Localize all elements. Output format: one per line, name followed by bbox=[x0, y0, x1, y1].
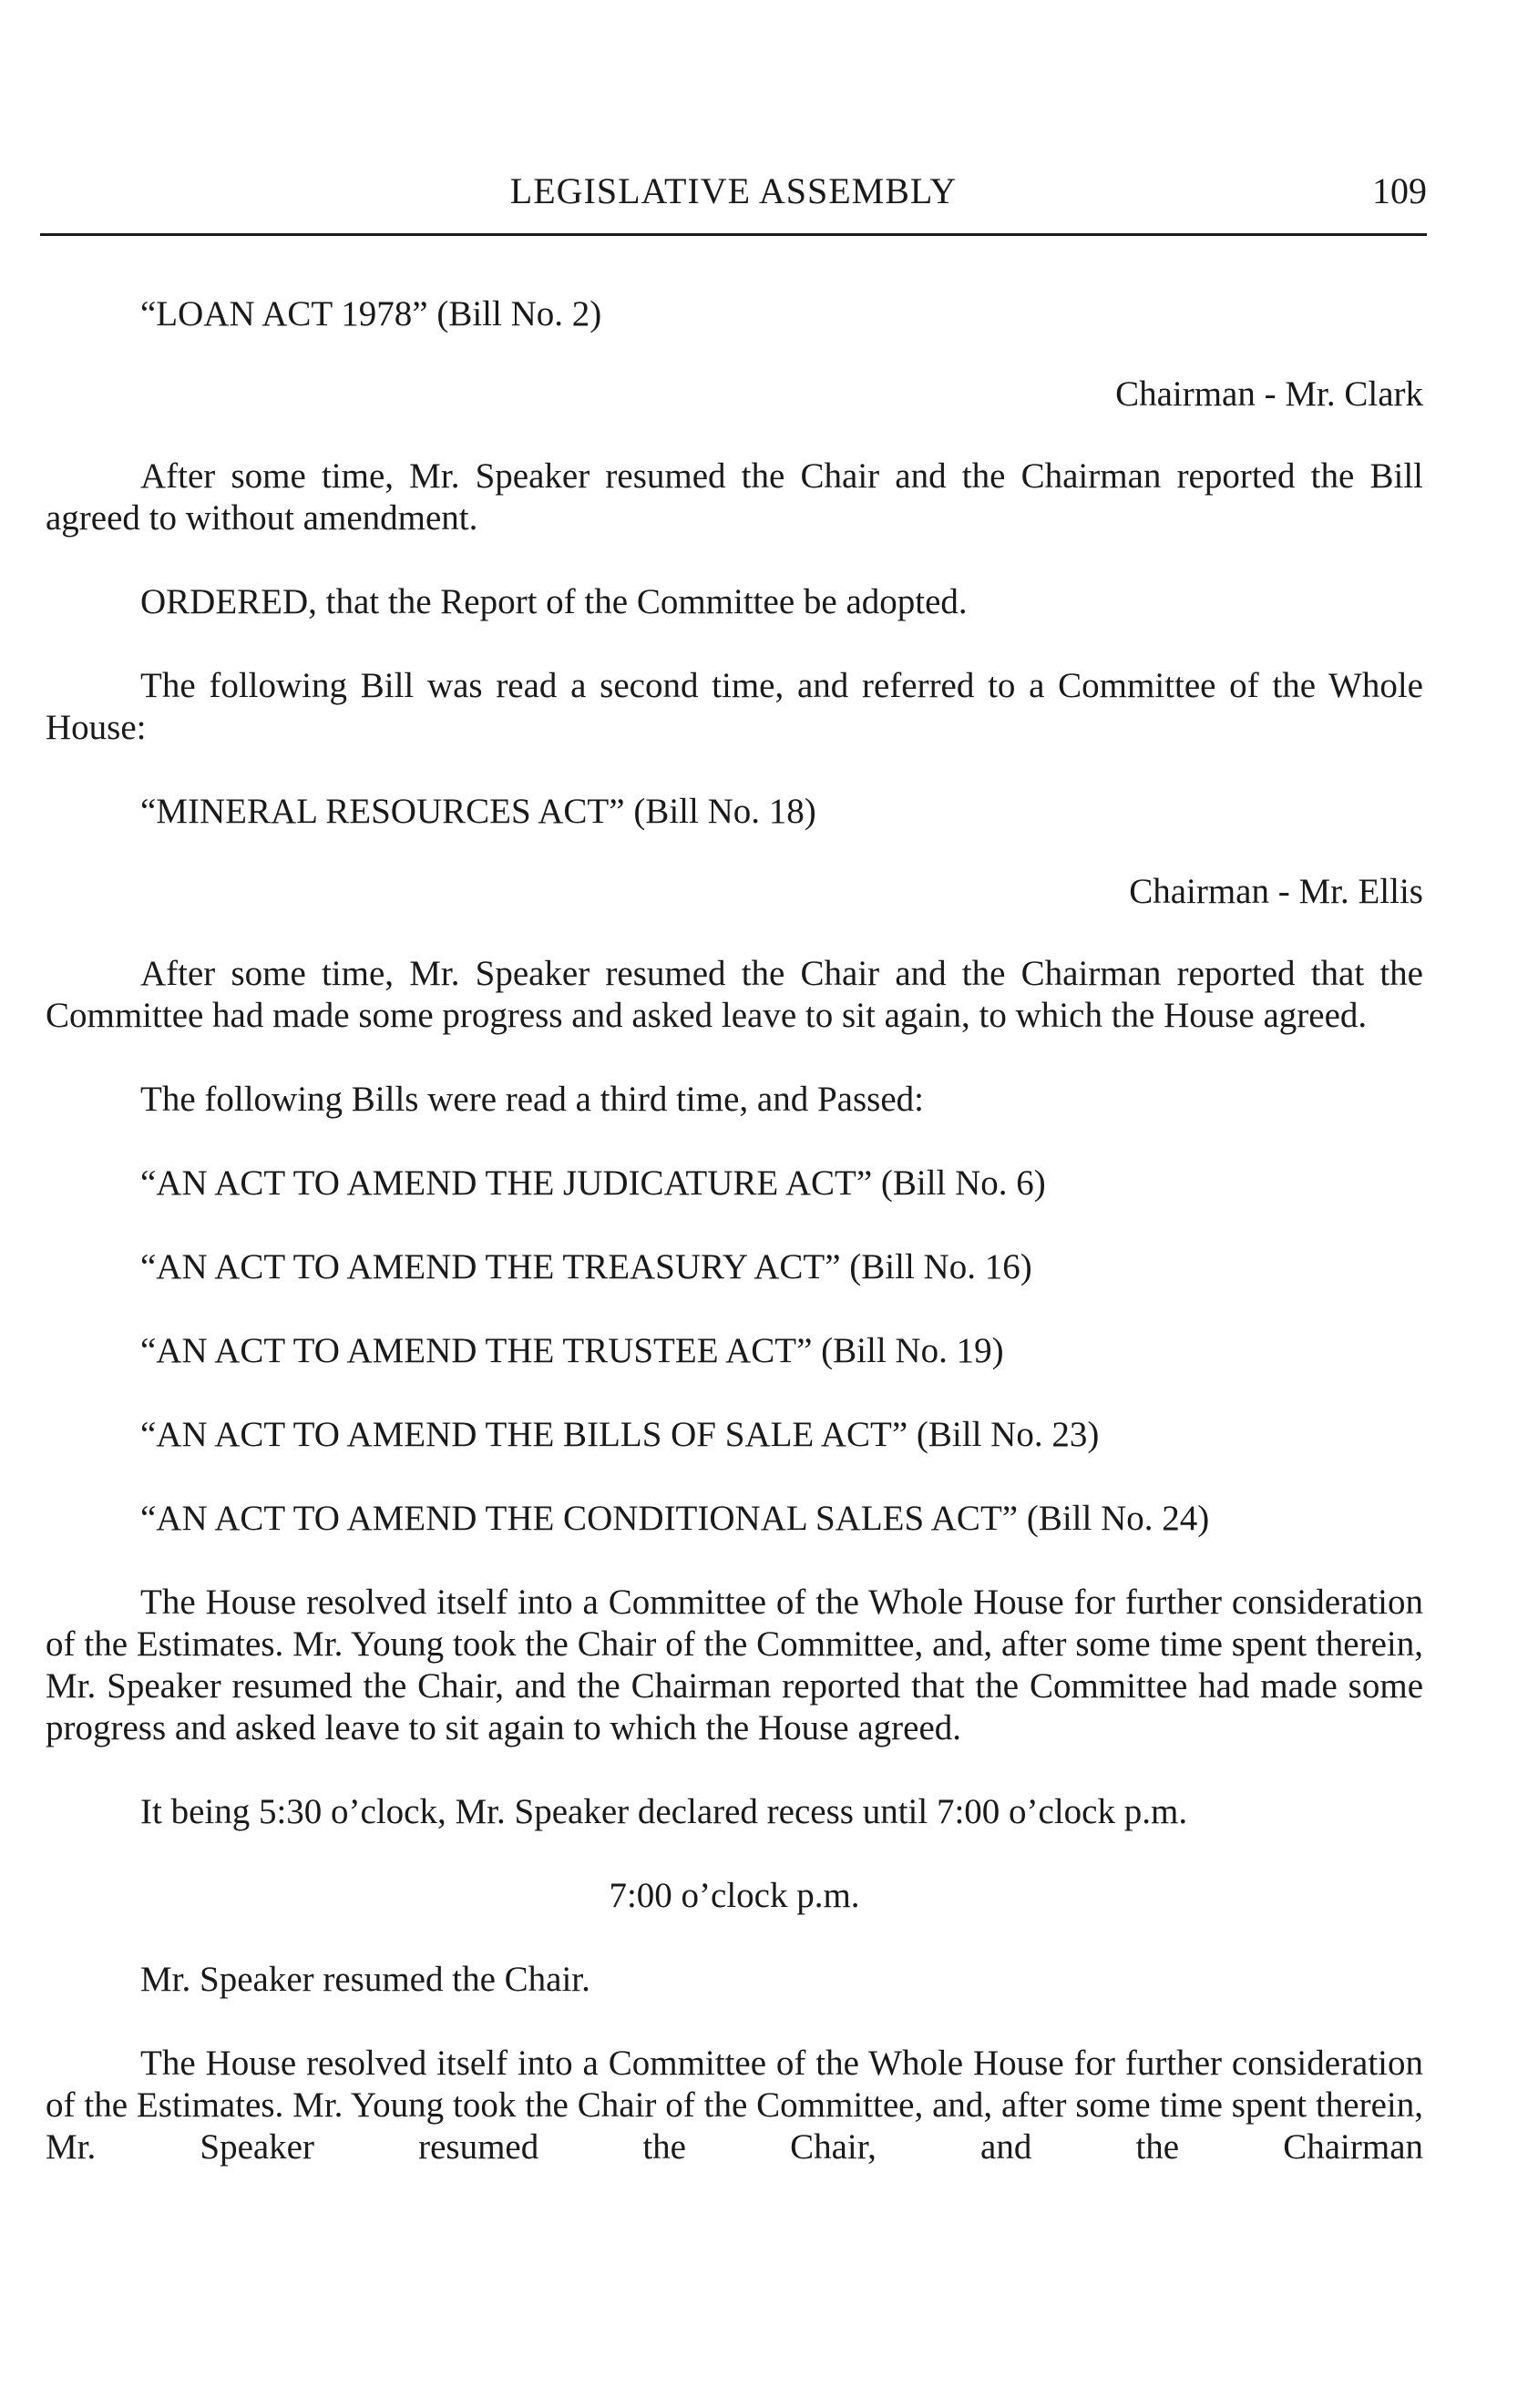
paragraph: ORDERED, that the Report of the Committee be adopted. bbox=[140, 582, 968, 621]
bill-title: “AN ACT TO AMEND THE BILLS OF SALE ACT” (Bill No. 23) bbox=[140, 1415, 1100, 1454]
bill-title: “AN ACT TO AMEND THE TREASURY ACT” (Bill No. 16) bbox=[140, 1247, 1032, 1286]
bill-title-loan-act: “LOAN ACT 1978” (Bill No. 2) bbox=[140, 294, 602, 333]
time-heading: 7:00 o’clock p.m. bbox=[609, 1876, 860, 1915]
paragraph: After some time, Mr. Speaker resumed the Chair and the Chairman reported the Bill agreed to without amendment. bbox=[46, 456, 1423, 538]
header-title: LEGISLATIVE ASSEMBLY bbox=[509, 170, 958, 211]
page-number: 109 bbox=[1372, 170, 1427, 211]
paragraph: The following Bill was read a second time, and referred to a Committee of the Whole House: bbox=[46, 666, 1423, 747]
bill-title: “AN ACT TO AMEND THE CONDITIONAL SALES ACT” (Bill No. 24) bbox=[140, 1499, 1210, 1538]
bill-title: “AN ACT TO AMEND THE JUDICATURE ACT” (Bill No. 6) bbox=[140, 1163, 1046, 1203]
paragraph: Mr. Speaker resumed the Chair. bbox=[140, 1960, 590, 1999]
header-rule bbox=[40, 233, 1427, 236]
chairman-line: Chairman - Mr. Ellis bbox=[1129, 872, 1423, 911]
bill-title: “AN ACT TO AMEND THE TRUSTEE ACT” (Bill No. 19) bbox=[140, 1331, 1004, 1370]
paragraph: The House resolved itself into a Committee of the Whole House for further consideration of the Estimates. Mr. Young took the Chair of the Committee, and, after some time spent therein, Mr. Speaker resumed the Chair, and the Chairman bbox=[46, 2044, 1423, 2167]
paragraph: The following Bills were read a third time, and Passed: bbox=[140, 1080, 924, 1119]
chairman-line: Chairman - Mr. Clark bbox=[1115, 374, 1423, 414]
document-body bbox=[46, 293, 1423, 2168]
paragraph: After some time, Mr. Speaker resumed the Chair and the Chairman reported that the Committee had made some progress and asked leave to sit again, to which the House agreed. bbox=[46, 954, 1423, 1035]
bill-title-mineral-resources: “MINERAL RESOURCES ACT” (Bill No. 18) bbox=[140, 792, 816, 831]
paragraph: It being 5:30 o’clock, Mr. Speaker declared recess until 7:00 o’clock p.m. bbox=[140, 1792, 1188, 1831]
paragraph: The House resolved itself into a Committee of the Whole House for further consideration of the Estimates. Mr. Young took the Chair of the Committee, and, after some time spent therein, Mr. Speaker resumed the Chair, and the Chairman reported that the Committee had made some progress and asked leave to sit again to which the House agreed. bbox=[46, 1583, 1423, 1747]
page-header bbox=[40, 169, 1427, 219]
